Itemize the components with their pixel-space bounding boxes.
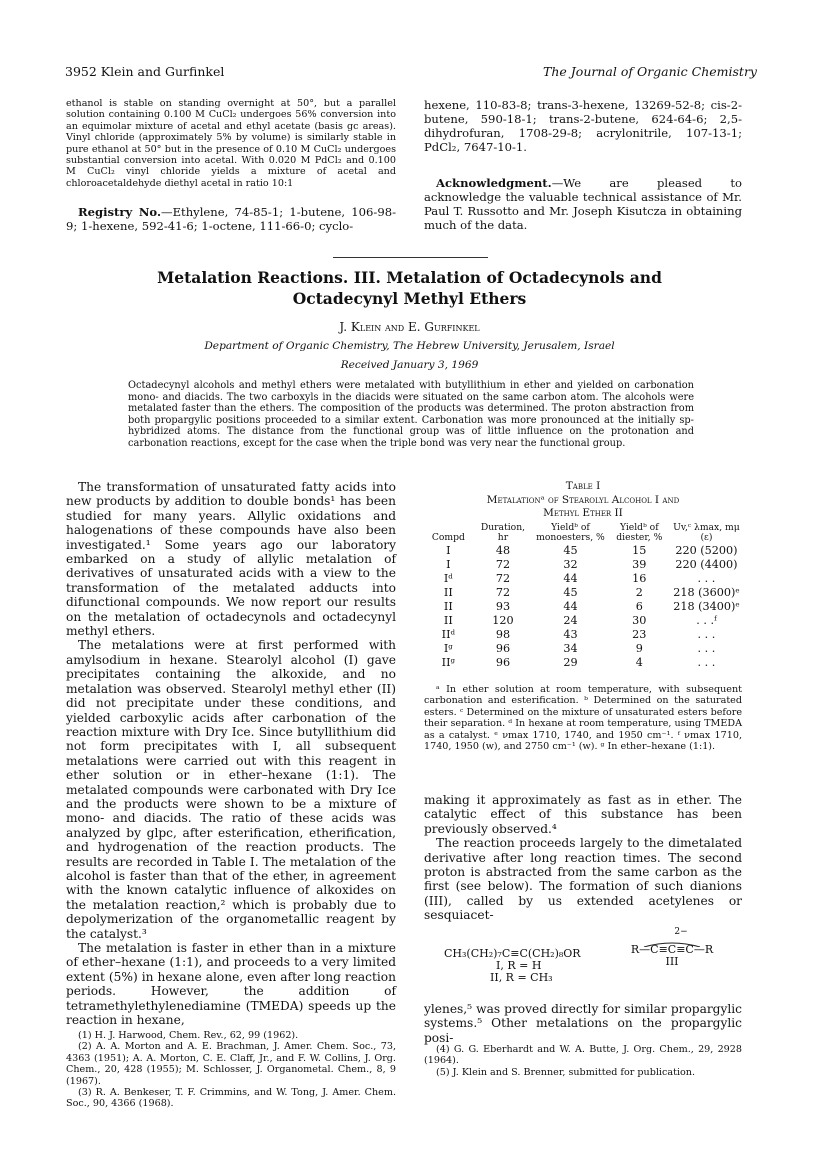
registry-cont-text: hexene, 110-83-8; trans-3-hexene, 13269-52-8; cis-2-butene, 590-18-1; trans-2-butene, 624-64-6; 2,5-dihydrofuran, 1708-29-8; acrylonitrile, 107-13-1; PdCl₂, 7647-10-1. [424,98,742,154]
prev-article-registry [66,205,396,233]
cell: 45 [563,543,578,557]
paragraph-3: The metalation is faster in ether than in a mixture of ether–hexane (1:1), and proceeds to a very limited extent (5%) in hexane alone, even after long reaction periods. However, the addition of tetramethylethylenediamine (TMEDA) speeds up the reaction in hexane, [66,941,396,1028]
right-footnotes [424,1044,742,1078]
cell: 9 [635,641,643,655]
running-header-journal: The Journal of Organic Chemistry [543,64,757,79]
header-compd: Compd [431,532,465,543]
cell: II [443,613,453,627]
table-row [424,585,742,599]
left-column-body [66,480,396,1027]
formula-III-main: R—C≡C≡C—R [630,943,714,956]
prev-article-experimental [66,98,396,189]
reference-3: (3) R. A. Benkeser, T. F. Crimmins, and W. Tong, J. Amer. Chem. Soc., 90, 4366 (1968). [66,1087,396,1110]
right-column-body-2 [424,1002,742,1045]
reference-4: (4) G. G. Eberhardt and W. A. Butte, J. Org. Chem., 29, 2928 (1964). [424,1044,742,1067]
ack-label: Acknowledgment. [436,176,552,190]
cell: 218 (3400)ᵉ [673,599,740,613]
running-header-left: 3952 Klein and Gurfinkel [65,64,225,79]
cell: 30 [632,613,647,627]
acknowledgment [424,176,742,232]
table-footnotes-text: ᵃ In ether solution at room temperature, with subsequent carbonation and esterification. ᵇ Determined on the saturated esters. ᶜ Determined on the mixture of unsaturated esters before their separation. ᵈ In hexane at room temperature, using TMEDA as a catalyst. ᵉ νmax 1710, 1740, and 1950 cm⁻¹. ᶠ νmax 1710, 1740, 1950 (w), and 2750 cm⁻¹ (w). ᵍ In ether–hexane (1:1). [424,684,742,753]
formula-III-label: III [665,955,679,968]
prev-article-registry-cont [424,98,742,154]
cell: II [443,599,453,613]
table-row [424,655,742,669]
table-label: Table I [565,480,601,492]
article-title-line1: Metalation Reactions. III. Metalation of Octadecynols and [157,268,662,287]
cell: 15 [632,543,647,557]
experimental-text: ethanol is stable on standing overnight at 50°, but a parallel solution containing 0.100 M CuCl₂ undergoes 56% conversion into an equimolar mixture of acetal and ethyl acetate (basis gc areas). Vinyl chloride (approximately 5% by volume) is similarly stable in pure ethanol at 50° but in the presence of 0.10 M CuCl₂ undergoes substantial conversion into acetal. With 0.020 M PdCl₂ and 0.100 M CuCl₂ vinyl chloride yields a mixture of acetal and chloroacetaldehyde diethyl acetal in ratio 10:1 [66,98,396,189]
table-row [424,599,742,613]
header-diester: Yieldᵇ of diester, % [616,522,663,543]
reference-5: (5) J. Klein and S. Brenner, submitted for publication. [436,1066,696,1078]
cell: . . . [697,627,716,641]
cell: . . .ᶠ [696,613,717,627]
cell: 39 [632,557,647,571]
cell: 96 [495,641,511,655]
article-authors: J. Klein and E. Gurfinkel [339,320,480,334]
cell: 72 [495,585,511,599]
cell: 6 [635,599,643,613]
ack-text: —We are pleased to acknowledge the valuable technical assistance of Mr. Paul T. Russotto and Mr. Joseph Kisutcza in obtaining much of the data. [424,176,742,232]
section-divider [333,257,488,258]
cell: 4 [635,655,643,669]
structure-formula-III [617,926,727,968]
table-row [424,613,742,627]
formula-label-I: I, R = H [496,959,542,972]
cell: 34 [563,641,578,655]
formula-label-II: II, R = CH₃ [490,971,553,984]
cell: 24 [563,613,578,627]
reference-1: (1) H. J. Harwood, Chem. Rev., 62, 99 (1962). [78,1030,299,1041]
table-title-line2: Methyl Ether II [543,507,623,519]
registry-text: —Ethylene, 74-85-1; 1-butene, 106-98-9; 1-hexene, 592-41-6; 1-octene, 111-66-0; cyclo- [66,205,396,233]
table-footnotes [424,684,742,752]
cell: 220 (5200) [675,543,738,557]
cell: 98 [495,627,511,641]
formula-charge: 2− [674,927,688,937]
structure-formula-I-II [444,948,581,984]
article-received: Received January 3, 1969 [340,359,479,371]
cell: 43 [563,627,578,641]
table-row [424,641,742,655]
footnote-gap [66,1024,396,1025]
cell: I [446,543,451,557]
cell: 218 (3600)ᵉ [673,585,740,599]
table-row [424,543,742,557]
article-title-line2: Octadecynyl Methyl Ethers [292,289,527,308]
paragraph-2: The metalations were at first performed with amylsodium in hexane. Stearolyl alcohol (I) gave precipitates containing the alkoxide, and no metalation was observed. Stearolyl methyl ether (II) did not precipitate under these conditions, and yielded carboxylic acids after carbonation of the reaction mixture with Dry Ice. Since butyllithium did not form precipitates with I, all subsequent metalations were carried out with this reagent in ether solution or in ether–hexane (1:1). The metalated compounds were carbonated with Dry Ice and the products were shown to be a mixture of mono- and diacids. The ratio of these acids was analyzed by glpc, after esterification, etherification, and hydrogenation of the reaction products. The results are recorded in Table I. The metalation of the alcohol is faster than that of the ether, in agreement with the known catalytic influence of alkoxides on the metalation reaction,² which is probably due to depolymerization of the organometallic reagent by the catalyst.³ [66,638,396,941]
cell: Iᵈ [443,571,453,585]
right-paragraph-2: The reaction proceeds largely to the dimetalated derivative after long reaction times. The second proton is abstracted from the same carbon as the first (see below). The formation of such dianions (III), called by us extended acetylenes or sesquiacet- [424,836,742,923]
cell: 220 (4400) [675,557,738,571]
cell: 72 [495,557,511,571]
header-monoesters: Yieldᵇ of monoesters, % [536,522,605,543]
cell: . . . [697,655,716,669]
cell: . . . [697,641,716,655]
cell: 23 [632,627,647,641]
cell: 29 [563,655,578,669]
cell: 72 [495,571,511,585]
formula-main: CH₃(CH₂)₇C≡C(CH₂)₈OR [444,947,581,960]
table-row [424,571,742,585]
table-header-row [424,523,742,543]
left-footnotes [66,1030,396,1110]
paragraph-1: The transformation of unsaturated fatty acids into new products by addition to double bonds¹ has been studied for many years. Allylic oxidations and halogenations of these compounds have also been investigated.¹ Some years ago our laboratory embarked on a study of allylic metalation of derivatives of unsaturated acids with a view to the transformation of the metalated adducts into difunctional compounds. We now report our results on the metalation of octadecynols and octadecynyl methyl ethers. [66,480,396,639]
cell: II [443,585,453,599]
header-uv: Uv,ᶜ λmax, mμ (ε) [673,522,740,543]
right-paragraph-1: making it approximately as fast as in ether. The catalytic effect of this substance has been previously observed.⁴ [424,793,742,836]
cell: 44 [563,599,578,613]
table-row [424,557,742,571]
cell: 96 [495,655,511,669]
table-title-line1: Metalationᵃ of Stearolyl Alcohol I and [486,494,680,506]
reference-2: (2) A. A. Morton and A. E. Brachman, J. Amer. Chem. Soc., 73, 4363 (1951); A. A. Morton, C. E. Claff, Jr., and F. W. Collins, J. Org. Chem., 20, 428 (1955); M. Schlosser, J. Organometal. Chem., 8, 9 (1967). [66,1041,396,1087]
right-column-body [424,793,742,923]
right-paragraph-3: ylenes,⁵ was proved directly for similar propargylic systems.⁵ Other metalations on the propargylic posi- [424,1002,742,1045]
cell: . . . [697,571,716,585]
cell: 45 [563,585,578,599]
cell: I [446,557,451,571]
cell: 32 [563,557,578,571]
cell: 93 [495,599,511,613]
cell: IIᵈ [441,627,455,641]
cell: 44 [563,571,578,585]
registry-label: Registry No. [78,205,161,219]
cell: 48 [495,543,511,557]
article-affiliation: Department of Organic Chemistry, The Hebrew University, Jerusalem, Israel [204,340,615,352]
metalation-table [424,523,742,669]
table-row [424,627,742,641]
header-duration: Duration, hr [480,522,526,543]
cell: IIᵍ [441,655,455,669]
article-abstract: Octadecynyl alcohols and methyl ethers were metalated with butyllithium in ether and yielded on carbonation mono- and diacids. The two carboxyls in the diacids were situated on the same carbon atom. The alcohols were metalated faster than the ethers. The composition of the products was determined. The proton abstraction from both propargylic positions proceeded to a similar extent. Carbonation was more pronounced at the initially sp-hybridized atoms. The distance from the functional group was of little influence on the protonation and carbonation reactions, except for the case when the triple bond was very near the functional group. [128,380,694,449]
cell: 2 [635,585,643,599]
cell: 120 [492,613,514,627]
cell: 16 [632,571,647,585]
cell: Iᵍ [443,641,453,655]
